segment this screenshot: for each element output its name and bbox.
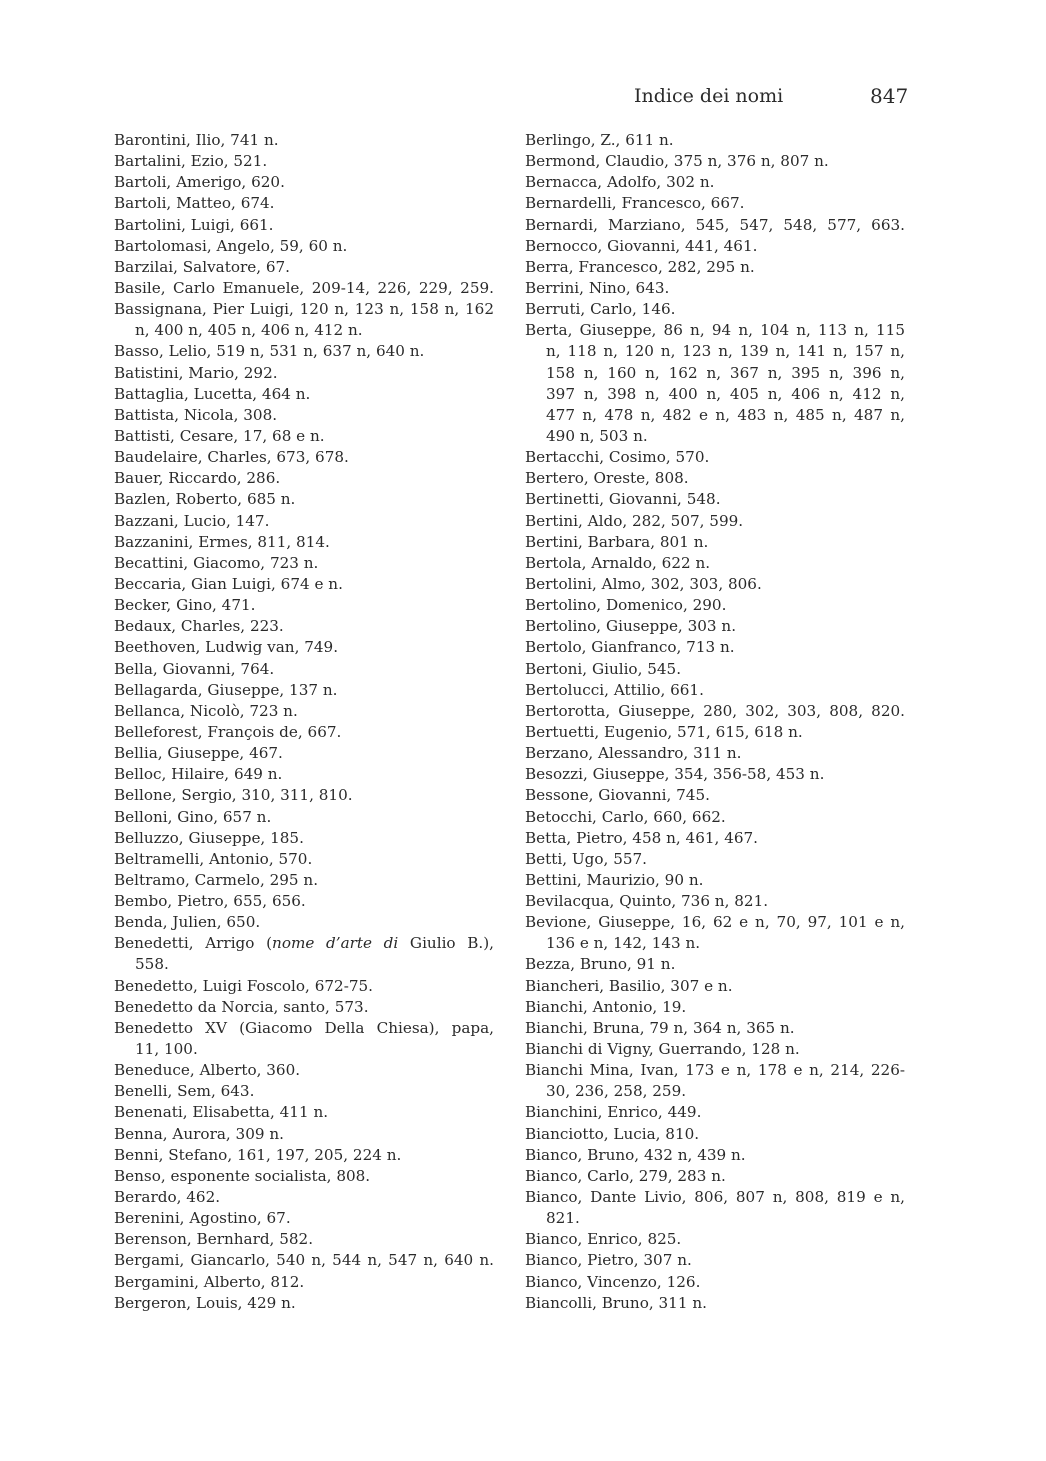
index-entry: Berardo, 462. [114, 1188, 221, 1207]
index-entry-italic-note: nome d’arte di [272, 934, 399, 953]
index-entry-continuation: 158 n, 160 n, 162 n, 367 n, 395 n, 396 n, [546, 363, 905, 382]
index-entry: Bianco, Vincenzo, 126. [525, 1272, 701, 1291]
index-entry: Bedaux, Charles, 223. [114, 617, 284, 636]
index-column-right [525, 130, 905, 1314]
index-entry: Bevilacqua, Quinto, 736 n, 821. [525, 892, 769, 911]
index-entry: Beethoven, Ludwig van, 749. [114, 638, 339, 657]
index-entry: Bartolini, Luigi, 661. [114, 215, 274, 234]
index-entry-continuation: 11, 100. [135, 1040, 198, 1059]
index-entry: Becker, Gino, 471. [114, 596, 256, 615]
index-entry: Benenati, Elisabetta, 411 n. [114, 1103, 329, 1122]
index-entry: Berrini, Nino, 643. [525, 278, 670, 297]
index-entry: Bernardi, Marziano, 545, 547, 548, 577, 663. [525, 215, 905, 234]
index-entry: Bianchi di Vigny, Guerrando, 128 n. [525, 1040, 800, 1059]
index-entry: Berra, Francesco, 282, 295 n. [525, 257, 755, 276]
index-entry: Bertero, Oreste, 808. [525, 469, 689, 488]
index-entry: Bertorotta, Giuseppe, 280, 302, 303, 808, 820. [525, 701, 905, 720]
index-entry: Bazlen, Roberto, 685 n. [114, 490, 296, 509]
index-entry-continuation: 490 n, 503 n. [546, 426, 648, 445]
index-entry: Bianco, Carlo, 279, 283 n. [525, 1166, 726, 1185]
index-entry: Benedetto XV (Giacomo Della Chiesa), papa, [114, 1018, 494, 1037]
index-entry: Bertolino, Giuseppe, 303 n. [525, 617, 737, 636]
index-entry: Bianchi, Bruna, 79 n, 364 n, 365 n. [525, 1018, 795, 1037]
index-entry: Bellanca, Nicolò, 723 n. [114, 701, 298, 720]
index-entry: Biancheri, Basilio, 307 e n. [525, 976, 733, 995]
index-entry: Berenson, Bernhard, 582. [114, 1230, 314, 1249]
index-entry-continuation: 821. [546, 1209, 580, 1228]
index-entry: Berenini, Agostino, 67. [114, 1209, 291, 1228]
index-entry: Basile, Carlo Emanuele, 209-14, 226, 229, 259. [114, 278, 494, 297]
index-entry: Betti, Ugo, 557. [525, 849, 648, 868]
index-entry: Bianco, Dante Livio, 806, 807 n, 808, 819 e n, [525, 1188, 905, 1207]
index-entry: Benna, Aurora, 309 n. [114, 1124, 284, 1143]
index-entry: Bezza, Bruno, 91 n. [525, 955, 676, 974]
index-entry-continuation: 136 e n, 142, 143 n. [546, 934, 701, 953]
index-entry: Battisti, Cesare, 17, 68 e n. [114, 426, 325, 445]
index-entry: Berzano, Alessandro, 311 n. [525, 744, 742, 763]
index-entry: Bertolo, Gianfranco, 713 n. [525, 638, 735, 657]
index-entry: Bertola, Arnaldo, 622 n. [525, 553, 711, 572]
index-entry: Batistini, Mario, 292. [114, 363, 278, 382]
index-entry: Beccaria, Gian Luigi, 674 e n. [114, 574, 343, 593]
index-entry: Battista, Nicola, 308. [114, 405, 278, 424]
index-entry: Benni, Stefano, 161, 197, 205, 224 n. [114, 1145, 402, 1164]
index-column-left [114, 130, 494, 1314]
index-entry: Betta, Pietro, 458 n, 461, 467. [525, 828, 759, 847]
index-entry: Bassignana, Pier Luigi, 120 n, 123 n, 158 n, 162 [114, 300, 494, 319]
index-entry: Bernardelli, Francesco, 667. [525, 194, 745, 213]
index-entry: Bianchini, Enrico, 449. [525, 1103, 702, 1122]
index-entry: Barzilai, Salvatore, 67. [114, 257, 291, 276]
index-entry: Bergami, Giancarlo, 540 n, 544 n, 547 n, 640 n. [114, 1251, 494, 1270]
index-entry: Belloc, Hilaire, 649 n. [114, 765, 283, 784]
index-entry [114, 933, 494, 954]
index-entry: Bergamini, Alberto, 812. [114, 1272, 305, 1291]
index-entry: Belloni, Gino, 657 n. [114, 807, 272, 826]
index-entry: Bazzani, Lucio, 147. [114, 511, 270, 530]
index-entry: Benedetto, Luigi Foscolo, 672-75. [114, 976, 373, 995]
index-entry-continuation: 477 n, 478 n, 482 e n, 483 n, 485 n, 487 n, [546, 405, 905, 424]
index-entry: Bermond, Claudio, 375 n, 376 n, 807 n. [525, 152, 829, 171]
index-entry: Benelli, Sem, 643. [114, 1082, 255, 1101]
index-entry-continuation: n, 118 n, 120 n, 123 n, 139 n, 141 n, 157 n, [546, 342, 905, 361]
index-entry: Baudelaire, Charles, 673, 678. [114, 448, 349, 467]
index-entry: Bettini, Maurizio, 90 n. [525, 870, 704, 889]
index-entry: Bianco, Pietro, 307 n. [525, 1251, 692, 1270]
index-entry: Basso, Lelio, 519 n, 531 n, 637 n, 640 n. [114, 342, 425, 361]
index-entry: Bertacchi, Cosimo, 570. [525, 448, 710, 467]
index-entry: Beltramelli, Antonio, 570. [114, 849, 313, 868]
index-entry: Betocchi, Carlo, 660, 662. [525, 807, 726, 826]
index-entry: Bazzanini, Ermes, 811, 814. [114, 532, 330, 551]
index-entry: Belleforest, François de, 667. [114, 722, 342, 741]
index-entry-continuation: 30, 236, 258, 259. [546, 1082, 687, 1101]
index-entry-continuation: 397 n, 398 n, 400 n, 405 n, 406 n, 412 n, [546, 384, 905, 403]
index-entry-continuation: 558. [135, 955, 169, 974]
index-entry: Besozzi, Giuseppe, 354, 356-58, 453 n. [525, 765, 825, 784]
index-entry: Bertolucci, Attilio, 661. [525, 680, 704, 699]
index-entry-continuation: n, 400 n, 405 n, 406 n, 412 n. [135, 321, 363, 340]
index-entry: Bernocco, Giovanni, 441, 461. [525, 236, 758, 255]
index-entry: Bartalini, Ezio, 521. [114, 152, 268, 171]
index-entry: Bianchi, Antonio, 19. [525, 997, 687, 1016]
index-entry: Barontini, Ilio, 741 n. [114, 131, 279, 149]
index-entry: Bianchi Mina, Ivan, 173 e n, 178 e n, 214, 226- [525, 1061, 905, 1080]
index-entry: Bella, Giovanni, 764. [114, 659, 275, 678]
index-entry: Berruti, Carlo, 146. [525, 300, 676, 319]
index-entry: Becattini, Giacomo, 723 n. [114, 553, 319, 572]
index-entry: Bertolini, Almo, 302, 303, 806. [525, 574, 762, 593]
index-entry: Bellone, Sergio, 310, 311, 810. [114, 786, 353, 805]
index-entry: Bembo, Pietro, 655, 656. [114, 892, 306, 911]
page-number: 847 [870, 84, 909, 108]
index-entry: Bertini, Aldo, 282, 507, 599. [525, 511, 744, 530]
index-entry: Berta, Giuseppe, 86 n, 94 n, 104 n, 113 n, 115 [525, 321, 905, 340]
index-entry-text: Benedetti, Arrigo ( [114, 934, 273, 953]
index-entry: Beneduce, Alberto, 360. [114, 1061, 301, 1080]
index-entry: Bertini, Barbara, 801 n. [525, 532, 709, 551]
index-entry: Bauer, Riccardo, 286. [114, 469, 281, 488]
index-entry: Berlingo, Z., 611 n. [525, 131, 674, 149]
index-entry: Bernacca, Adolfo, 302 n. [525, 173, 715, 192]
index-entry: Bevione, Giuseppe, 16, 62 e n, 70, 97, 101 e n, [525, 913, 905, 932]
running-header-title: Indice dei nomi [634, 85, 784, 107]
index-entry: Bertoni, Giulio, 545. [525, 659, 682, 678]
index-entry: Bertuetti, Eugenio, 571, 615, 618 n. [525, 722, 803, 741]
index-entry: Benso, esponente socialista, 808. [114, 1166, 371, 1185]
index-entry-text: Giulio B.), [398, 934, 494, 953]
index-entry: Battaglia, Lucetta, 464 n. [114, 384, 311, 403]
index-entry: Bartoli, Matteo, 674. [114, 194, 275, 213]
index-entry: Beltramo, Carmelo, 295 n. [114, 870, 319, 889]
index-entry: Bianciotto, Lucia, 810. [525, 1124, 700, 1143]
index-entry: Bartolomasi, Angelo, 59, 60 n. [114, 236, 348, 255]
index-entry: Bertolino, Domenico, 290. [525, 596, 727, 615]
index-entry: Bertinetti, Giovanni, 548. [525, 490, 721, 509]
index-entry: Bergeron, Louis, 429 n. [114, 1293, 296, 1312]
index-entry: Belluzzo, Giuseppe, 185. [114, 828, 304, 847]
index-entry: Bartoli, Amerigo, 620. [114, 173, 285, 192]
index-entry: Bianco, Bruno, 432 n, 439 n. [525, 1145, 746, 1164]
index-entry: Bessone, Giovanni, 745. [525, 786, 710, 805]
index-entry: Bianco, Enrico, 825. [525, 1230, 682, 1249]
index-entry: Biancolli, Bruno, 311 n. [525, 1293, 707, 1312]
index-entry: Benedetto da Norcia, santo, 573. [114, 997, 369, 1016]
page-header [0, 84, 1046, 112]
index-entry: Bellia, Giuseppe, 467. [114, 744, 283, 763]
index-entry: Benda, Julien, 650. [114, 913, 261, 932]
index-entry: Bellagarda, Giuseppe, 137 n. [114, 680, 338, 699]
